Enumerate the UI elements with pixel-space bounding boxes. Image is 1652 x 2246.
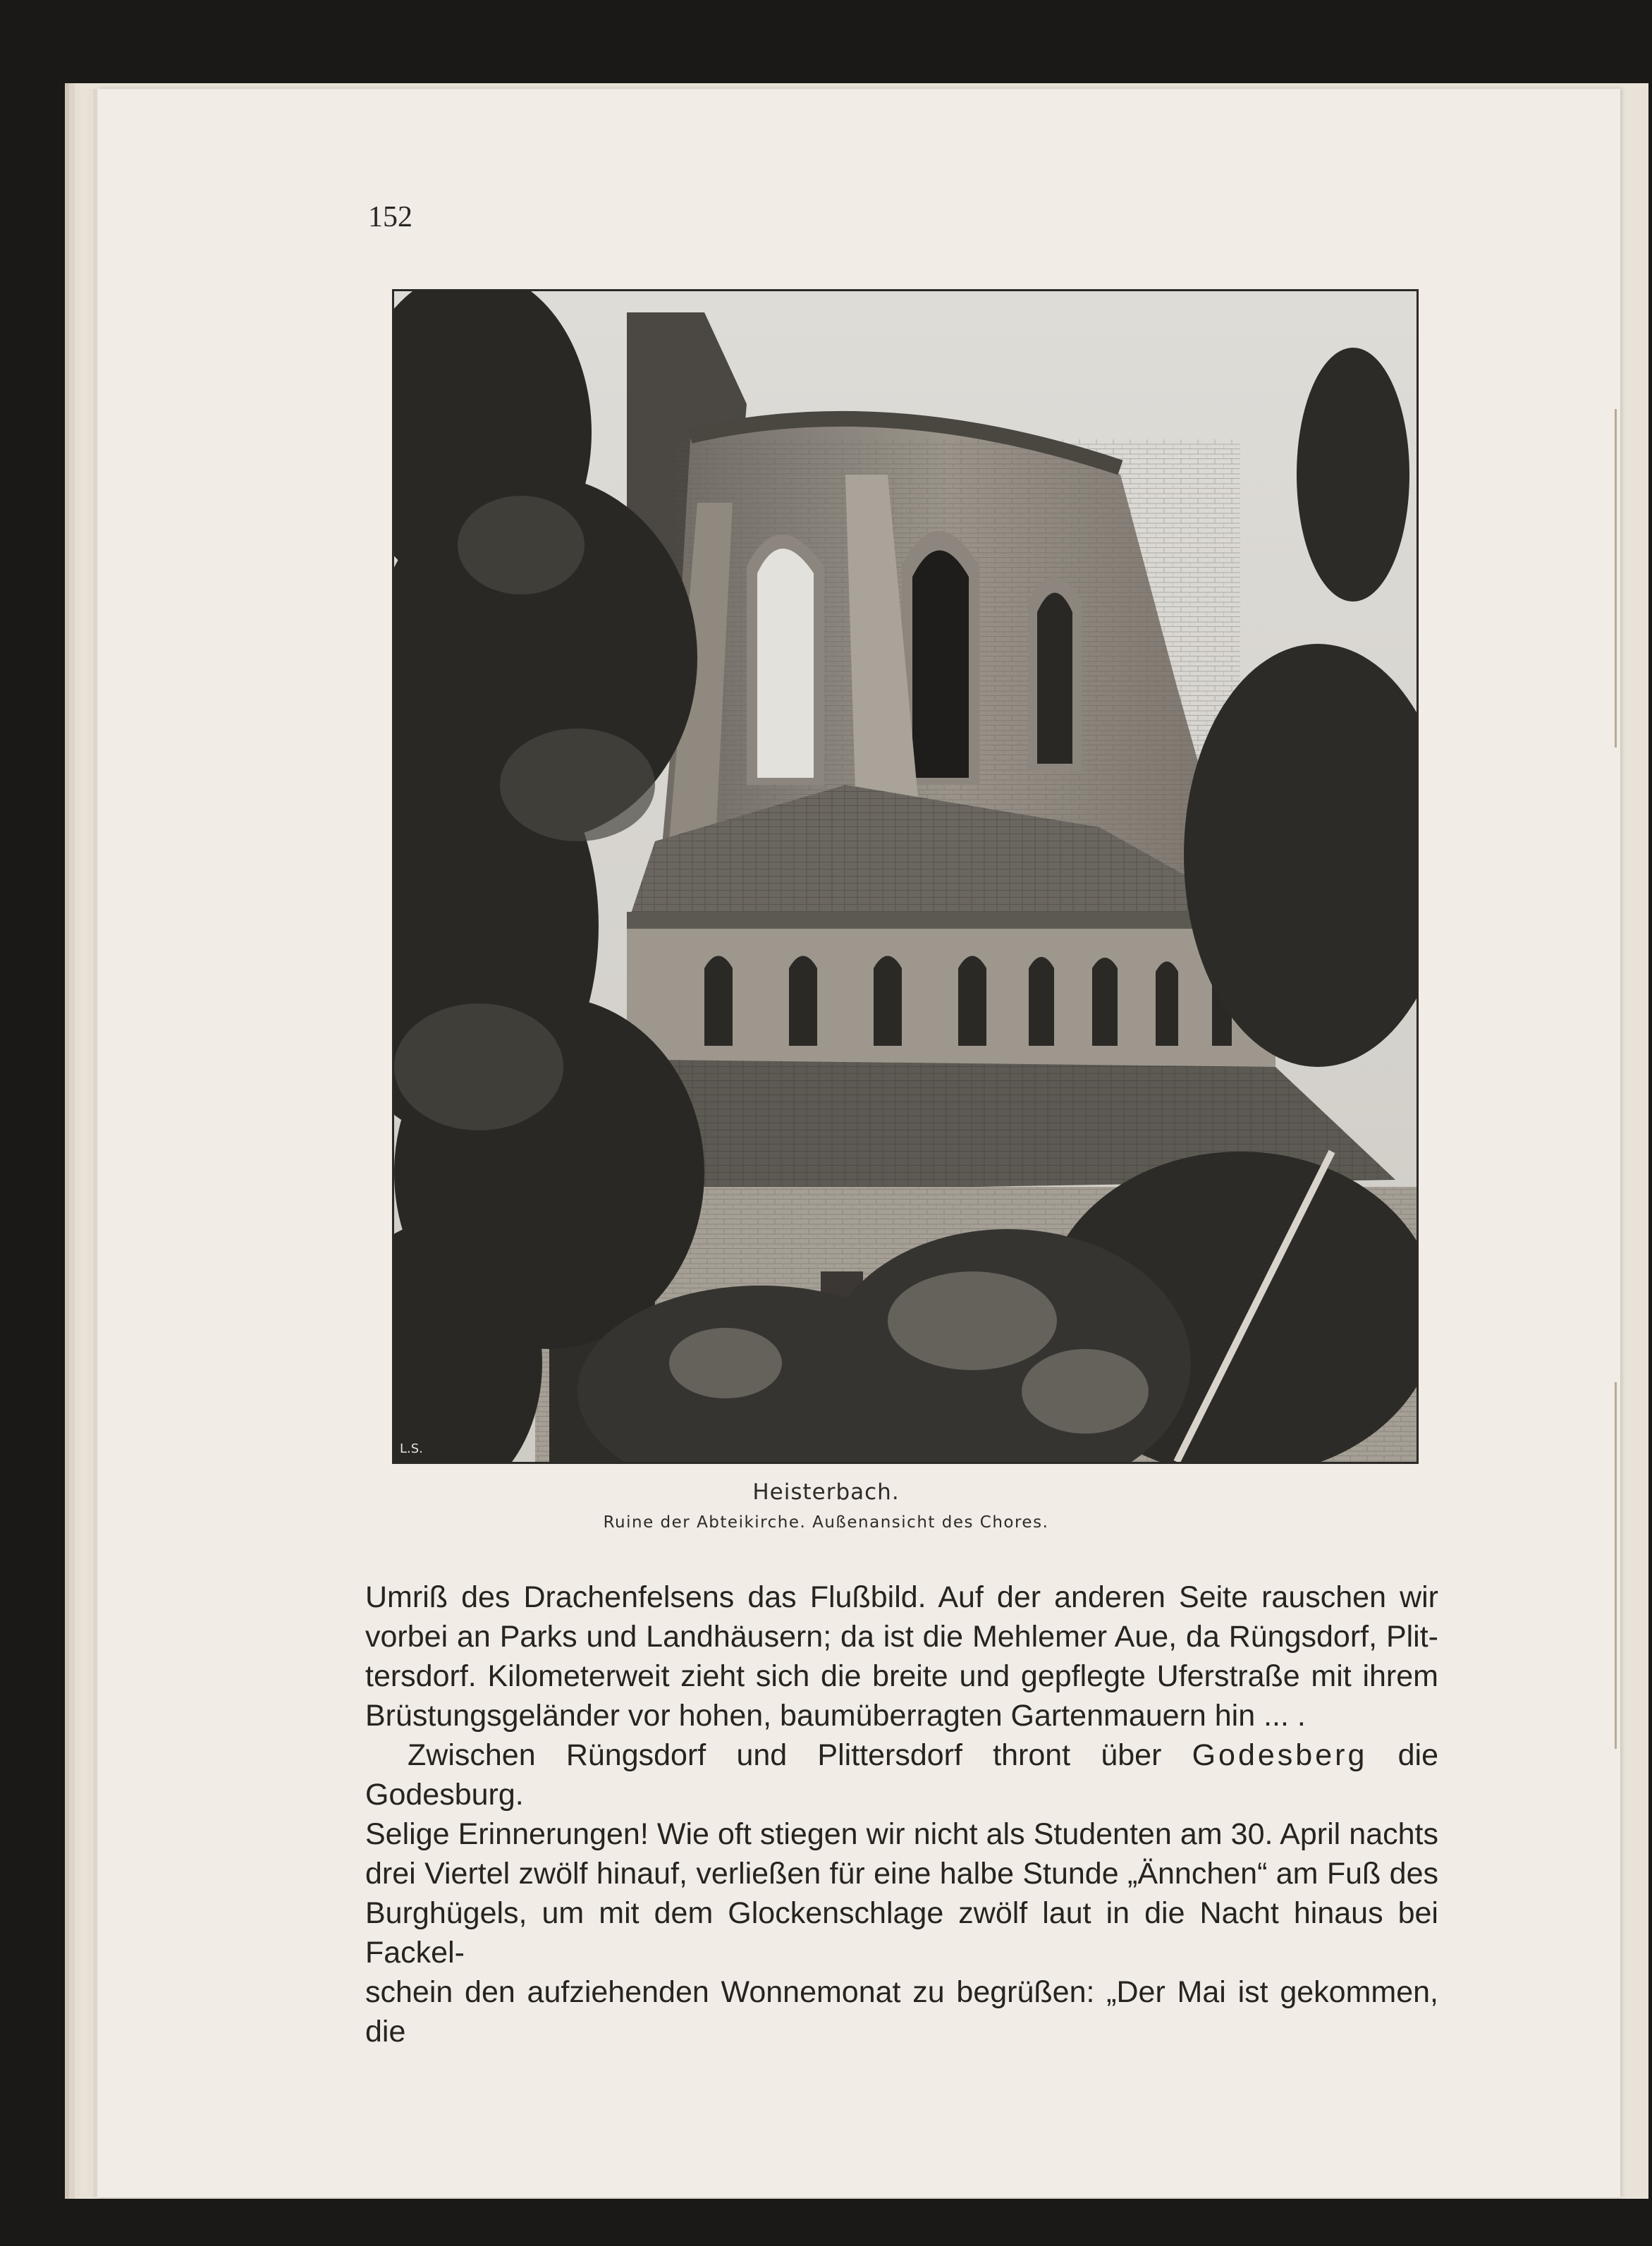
text-span: die Godesburg. [365,1738,1438,1812]
binding-stitch [1615,409,1617,747]
figure-caption-title: Heisterbach. [752,1479,900,1505]
text-line: tersdorf. Kilometerweit zieht sich die breite und gepflegte Uferstraße mit ihrem [365,1659,1438,1693]
photograph-heisterbach-choir-ruin [392,289,1419,1464]
text-line: Brüstungsgeländer vor hohen, baumüberragten Gartenmauern hin ... . [365,1699,1306,1733]
figure-caption-subtitle: Ruine der Abteikirche. Außenansicht des Chores. [603,1513,1049,1532]
text-line: Burghügels, um mit dem Glockenschlage zwölf laut in die Nacht hinaus bei Fackel- [365,1896,1438,1970]
text-line: vorbei an Parks und Landhäusern; da ist die Mehlemer Aue, da Rüngsdorf, Plit- [365,1620,1438,1654]
text-line [365,1735,1438,1814]
body-text [365,1577,1438,2051]
photographer-signature: L.S. [400,1441,423,1456]
binding-stitch [1615,1382,1617,1749]
page-number: 152 [368,201,412,233]
text-line: drei Viertel zwölf hinauf, verließen für eine halbe Stunde „Ännchen“ am Fuß des [365,1857,1438,1891]
text-line: Umriß des Drachenfelsens das Flußbild. Auf der anderen Seite rauschen wir [365,1580,1438,1614]
ruin-photo-illustration [394,291,1417,1462]
spaced-place-name: Godesberg [1192,1738,1368,1772]
text-line: schein den aufziehenden Wonnemonat zu begrüßen: „Der Mai ist gekommen, die [365,1975,1438,2049]
text-line: Selige Erinnerungen! Wie oft stiegen wir nicht als Studenten am 30. April nachts [365,1817,1438,1851]
text-span: Zwischen Rüngsdorf und Plittersdorf thront über [408,1738,1192,1772]
